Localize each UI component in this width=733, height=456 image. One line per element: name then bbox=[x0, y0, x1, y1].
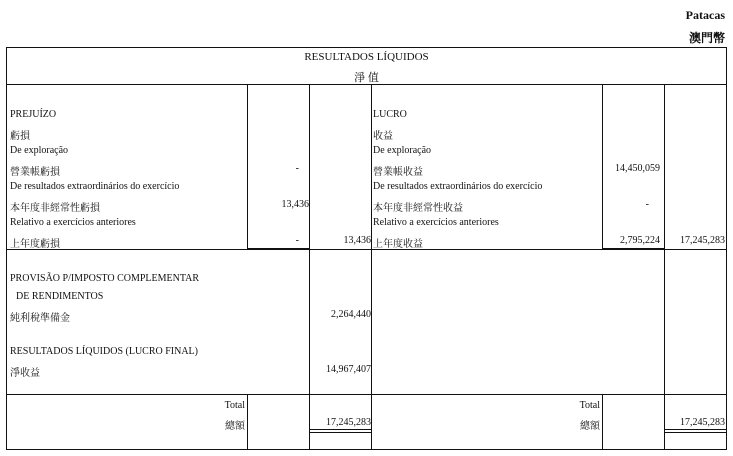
left-total-value: 17,245,283 bbox=[326, 417, 371, 428]
left-col1-underline bbox=[248, 248, 310, 249]
right-header-chinese: 收益 bbox=[373, 131, 393, 142]
right-row-label: De exploração bbox=[373, 145, 432, 156]
left-row-value: - bbox=[295, 235, 299, 246]
right-row-label: Relativo a exercícios anteriores bbox=[373, 217, 499, 228]
left-header-chinese: 虧損 bbox=[10, 131, 30, 142]
right-total-double-underline-1 bbox=[665, 429, 726, 430]
left-row-subtotal: 13,436 bbox=[343, 235, 371, 246]
left-row-value: - bbox=[295, 163, 299, 174]
left-col1-border-a bbox=[247, 84, 248, 249]
provision-value: 2,264,440 bbox=[331, 309, 371, 320]
right-total-label: Total bbox=[579, 400, 600, 411]
net-result-label: RESULTADOS LÍQUIDOS (LUCRO FINAL) bbox=[10, 346, 198, 357]
right-row-label-chinese: 上年度收益 bbox=[373, 239, 423, 250]
provision-label: PROVISÃO P/IMPOSTO COMPLEMENTAR bbox=[10, 273, 200, 284]
left-row-label-chinese: 營業帳虧損 bbox=[10, 167, 60, 178]
left-row-value: 13,436 bbox=[281, 199, 309, 210]
right-row-value: 14,450,059 bbox=[615, 163, 660, 174]
left-total-label-chinese: 總額 bbox=[225, 421, 245, 432]
right-header: LUCRO bbox=[373, 109, 407, 120]
right-row-value: 2,795,224 bbox=[620, 235, 660, 246]
left-col2-border bbox=[309, 84, 310, 450]
provision-label-cont: DE RENDIMENTOS bbox=[16, 291, 104, 302]
net-result-label-chinese: 淨收益 bbox=[10, 368, 40, 379]
table-bottom-border bbox=[6, 449, 727, 450]
right-row-value: - bbox=[645, 199, 649, 210]
right-col1-border-b bbox=[602, 394, 603, 450]
left-row-label: De resultados extraordinários do exercício bbox=[10, 181, 180, 192]
right-total-double-underline-2 bbox=[665, 432, 726, 433]
left-row-label: Relativo a exercícios anteriores bbox=[10, 217, 136, 228]
right-row-subtotal: 17,245,283 bbox=[680, 235, 725, 246]
right-row-label: De resultados extraordinários do exercício bbox=[373, 181, 543, 192]
table-top-border bbox=[6, 47, 727, 48]
left-total-double-underline-2 bbox=[310, 432, 371, 433]
table-title-chinese: 淨 值 bbox=[354, 72, 379, 84]
right-row-label-chinese: 營業帳收益 bbox=[373, 167, 423, 178]
right-total-label-chinese: 總額 bbox=[580, 421, 600, 432]
currency-label-chinese: 澳門幣 bbox=[688, 31, 725, 45]
left-header: PREJUÍZO bbox=[10, 109, 57, 120]
provision-label-chinese: 純利稅準備金 bbox=[10, 313, 70, 324]
left-total-double-underline-1 bbox=[310, 429, 371, 430]
currency-label: Patacas bbox=[685, 8, 725, 22]
center-divider bbox=[371, 84, 372, 450]
section-divider bbox=[6, 249, 727, 250]
table-title: RESULTADOS LÍQUIDOS bbox=[304, 51, 429, 63]
left-total-label: Total bbox=[224, 400, 245, 411]
left-row-label-chinese: 本年度非經常性虧損 bbox=[10, 203, 100, 214]
left-row-label-chinese: 上年度虧損 bbox=[10, 239, 60, 250]
right-col1-underline bbox=[603, 248, 665, 249]
left-row-label: De exploração bbox=[10, 145, 69, 156]
right-total-value: 17,245,283 bbox=[680, 417, 725, 428]
right-col1-border-a bbox=[602, 84, 603, 249]
left-col1-border-b bbox=[247, 394, 248, 450]
right-row-label-chinese: 本年度非經常性收益 bbox=[373, 203, 463, 214]
right-col2-border bbox=[664, 84, 665, 450]
net-result-value: 14,967,407 bbox=[326, 364, 371, 375]
total-top-border bbox=[6, 394, 727, 395]
